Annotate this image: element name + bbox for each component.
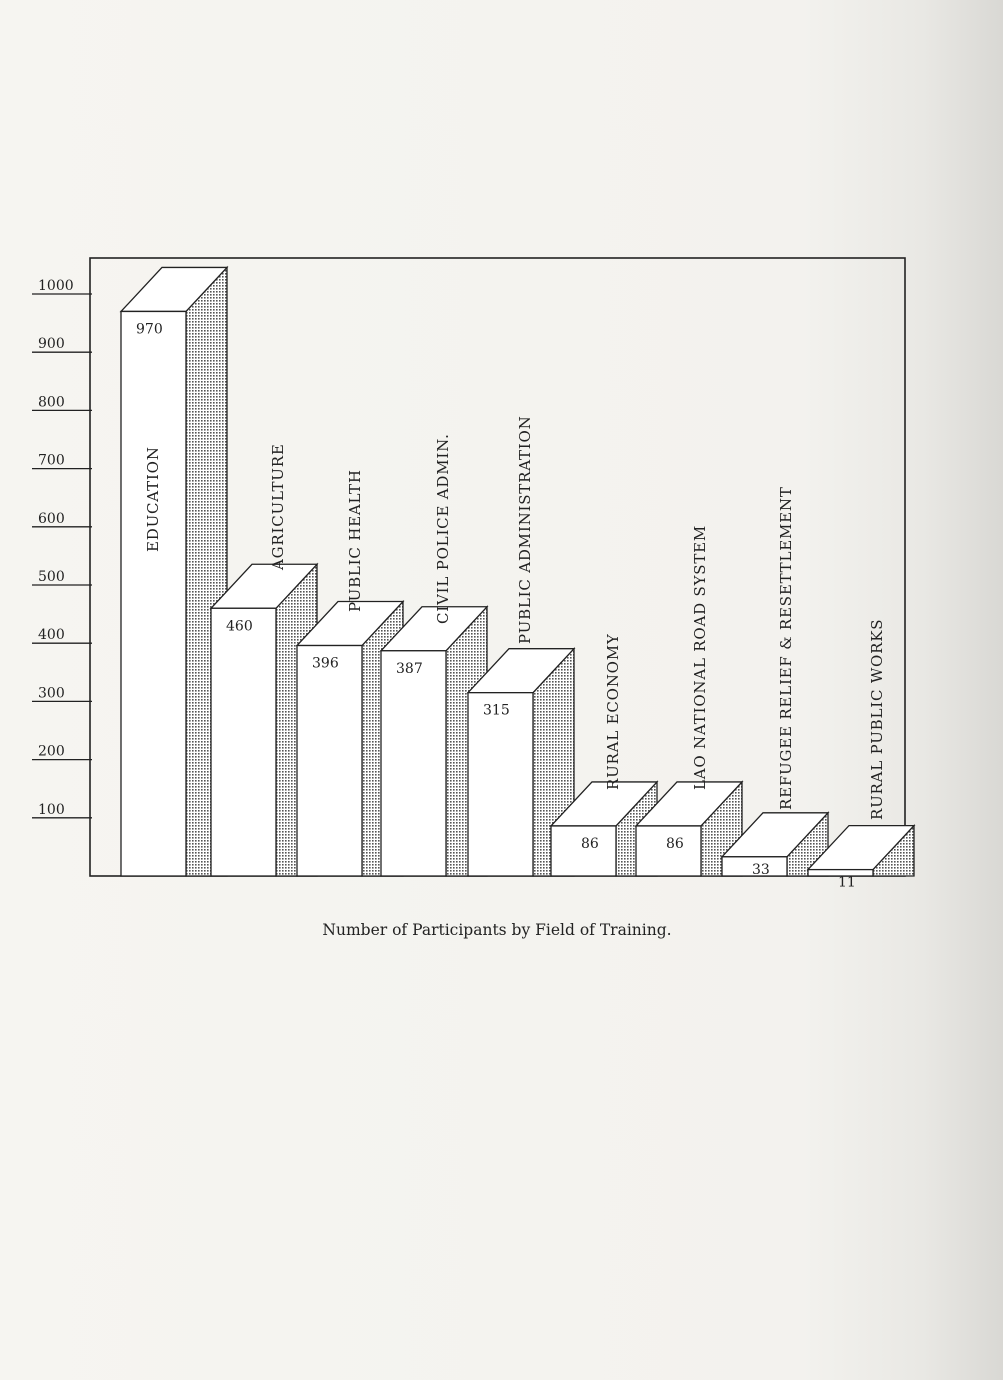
bar-value-label: 33: [752, 861, 770, 878]
y-tick-label: 600: [38, 510, 65, 527]
bar-front: [468, 693, 533, 876]
bar-value-label: 460: [226, 618, 253, 635]
bar-value-label: 315: [483, 702, 510, 719]
y-tick: [32, 569, 92, 585]
bar-value-label: 86: [666, 835, 684, 852]
y-tick-label: 400: [38, 627, 65, 644]
y-tick-label: 100: [38, 801, 65, 818]
bar-value-label: 970: [136, 321, 163, 338]
y-tick: [32, 744, 92, 760]
bar-value-label: 387: [396, 660, 423, 677]
bars-group: [121, 267, 914, 890]
y-tick-label: 800: [38, 394, 65, 411]
y-tick: [32, 394, 92, 410]
y-tick-label: 500: [38, 569, 65, 585]
y-tick-label: 700: [38, 452, 65, 469]
category-label: EDUCATION: [144, 446, 162, 552]
category-label: PUBLIC ADMINISTRATION: [516, 415, 534, 644]
category-label: RURAL ECONOMY: [604, 633, 622, 790]
bar-value-label: 396: [312, 655, 339, 672]
bar-front: [297, 646, 362, 876]
bar-front: [381, 651, 446, 876]
y-tick: [32, 511, 92, 527]
category-label: RURAL PUBLIC WORKS: [868, 618, 886, 820]
y-tick-label: 200: [38, 743, 65, 760]
category-label: AGRICULTURE: [269, 443, 287, 570]
bar-front: [121, 311, 186, 876]
category-label: LAO NATIONAL ROAD SYSTEM: [691, 524, 709, 790]
bar-value-label: 86: [581, 835, 599, 852]
bar-front: [211, 608, 276, 876]
y-tick: [32, 278, 92, 294]
bar-value-label: 11: [838, 874, 856, 891]
chart-title: Number of Participants by Field of Training.: [322, 921, 672, 939]
y-axis: [32, 278, 92, 818]
y-tick: [32, 627, 92, 643]
y-tick: [32, 336, 92, 352]
category-label: PUBLIC HEALTH: [346, 469, 364, 612]
y-tick: [32, 802, 92, 818]
y-tick-label: 1000: [38, 278, 74, 294]
y-tick-label: 300: [38, 685, 65, 702]
y-tick-label: 900: [38, 336, 65, 353]
category-label: REFUGEE RELIEF & RESETTLEMENT: [777, 486, 795, 810]
category-label: CIVIL POLICE ADMIN.: [434, 433, 452, 624]
y-tick: [32, 685, 92, 701]
y-tick: [32, 453, 92, 469]
